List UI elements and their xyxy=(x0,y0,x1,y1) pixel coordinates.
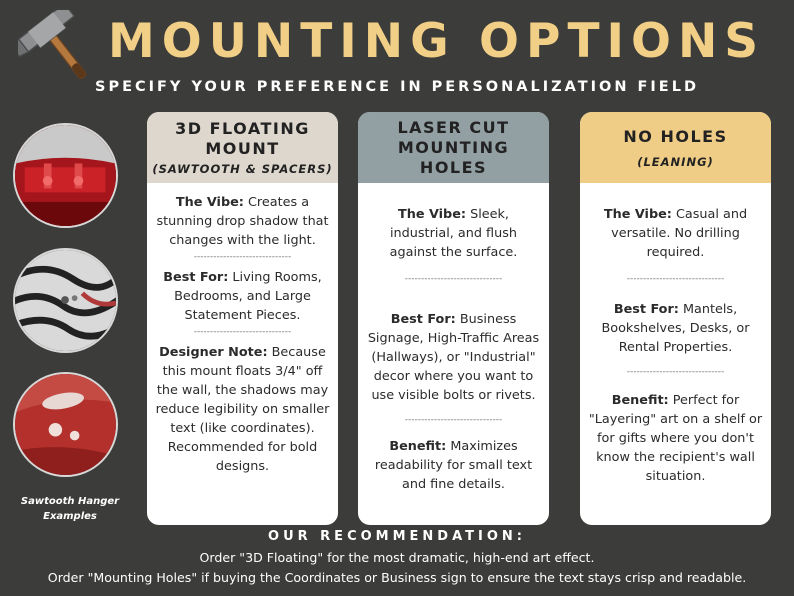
vibe-label: The Vibe: xyxy=(398,207,466,222)
vibe-section xyxy=(366,205,541,262)
example-photo-sawtooth-black xyxy=(13,248,118,353)
best-for-text: Living Rooms, Bedrooms, and Large Statement Pieces. xyxy=(174,270,322,323)
designer-note-label: Designer Note: xyxy=(159,345,268,360)
card-header xyxy=(147,112,338,183)
separator: ------------------------------ xyxy=(193,252,292,262)
card-3d-floating-mount xyxy=(147,112,338,525)
vibe-section xyxy=(588,205,763,262)
page-subtitle: SPECIFY YOUR PREFERENCE IN PERSONALIZATION FIELD xyxy=(95,79,699,95)
card-title-line3: HOLES xyxy=(419,157,488,177)
sidebar-caption xyxy=(10,494,130,524)
card-no-holes-leaning xyxy=(580,112,771,525)
vibe-section xyxy=(155,193,330,250)
recommendation-title: OUR RECOMMENDATION: xyxy=(268,529,526,544)
best-for-label: Best For: xyxy=(390,312,456,327)
designer-note-text: Because this mount floats 3/4" off the wall, the shadows may reduce legibility on smaller text (like coordinates). Recommended for bold designs. xyxy=(155,345,330,474)
card-header xyxy=(358,112,549,183)
separator: ------------------------------ xyxy=(404,415,503,425)
separator: ------------------------------ xyxy=(193,327,292,337)
best-for-label: Best For: xyxy=(163,270,229,285)
recommendation-line2: Order "Mounting Holes" if buying the Coordinates or Business sign to ensure the text stays crisp and readable. xyxy=(47,570,747,585)
benefit-section xyxy=(366,437,541,494)
best-for-section xyxy=(155,268,330,325)
hammer-icon xyxy=(18,10,100,84)
separator: ------------------------------ xyxy=(626,367,725,377)
card-subtitle: (SAWTOOTH & SPACERS) xyxy=(152,162,333,176)
card-subtitle: (LEANING) xyxy=(637,154,714,169)
benefit-label: Benefit: xyxy=(389,439,447,454)
card-title-line1: NO HOLES xyxy=(623,126,728,146)
card-title-line2: MOUNTING xyxy=(397,137,510,157)
card-header xyxy=(580,112,771,183)
separator: ------------------------------ xyxy=(404,274,503,284)
best-for-section xyxy=(588,300,763,357)
vibe-text: Sleek, industrial, and flush against the surface. xyxy=(389,207,518,260)
best-for-text: Business Signage, High-Traffic Areas (Hallways), or "Industrial" decor where you want to use visible bolts or rivets. xyxy=(367,312,540,403)
benefit-text: Perfect for "Layering" art on a shelf or for gifts where you don't know the recipient's wall situation. xyxy=(588,393,763,484)
vibe-text: Casual and versatile. No drilling required. xyxy=(611,207,748,260)
card-title-line1: 3D FLOATING xyxy=(175,119,310,138)
vibe-label: The Vibe: xyxy=(603,207,672,222)
card-title-line2: MOUNT xyxy=(205,139,280,158)
example-photo-sawtooth-red xyxy=(13,123,118,228)
example-photo-sawtooth-closeup xyxy=(13,372,118,477)
designer-note-section xyxy=(155,343,330,476)
benefit-section xyxy=(588,391,763,486)
card-laser-cut-mounting-holes xyxy=(358,112,549,525)
benefit-label: Benefit: xyxy=(611,393,669,408)
recommendation-line1: Order "3D Floating" for the most dramatic, high-end art effect. xyxy=(199,550,595,565)
vibe-label: The Vibe: xyxy=(175,195,244,210)
card-title-line1: LASER CUT xyxy=(397,117,510,137)
page-title: MOUNTING OPTIONS xyxy=(108,14,766,69)
vibe-text: Creates a stunning drop shadow that changes with the light. xyxy=(156,195,329,248)
benefit-text: Maximizes readability for small text and fine details. xyxy=(374,439,533,492)
sidebar-caption-line1: Sawtooth Hanger xyxy=(20,496,120,507)
sidebar-caption-line2: Examples xyxy=(43,511,97,522)
best-for-label: Best For: xyxy=(613,302,679,317)
best-for-text: Mantels, Bookshelves, Desks, or Rental Properties. xyxy=(601,302,750,355)
best-for-section xyxy=(366,310,541,405)
separator: ------------------------------ xyxy=(626,274,725,284)
